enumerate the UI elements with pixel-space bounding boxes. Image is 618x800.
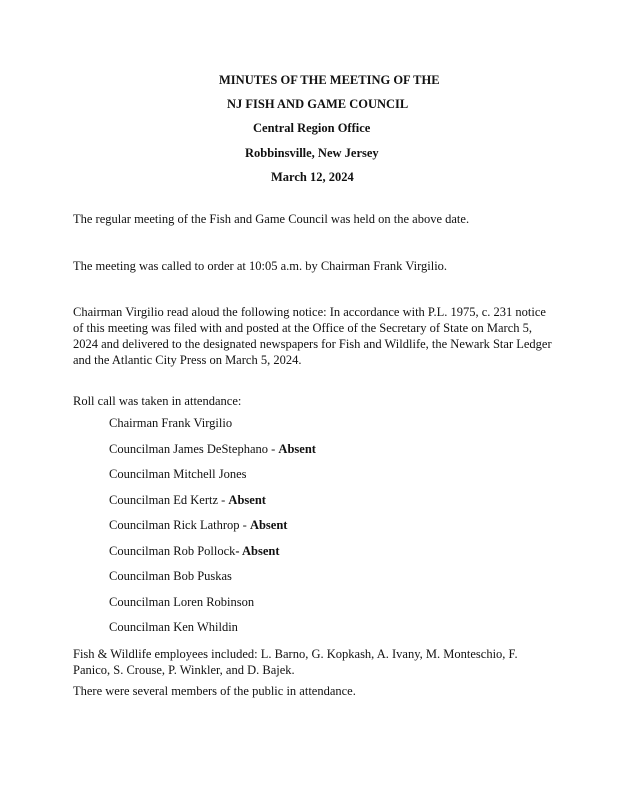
title-date: March 12, 2024 bbox=[271, 170, 354, 184]
roll-call-item bbox=[109, 464, 316, 490]
title-location: Robbinsville, New Jersey bbox=[245, 146, 379, 160]
member-name: Councilman Loren Robinson bbox=[109, 594, 255, 609]
roll-call-item bbox=[109, 413, 316, 439]
member-name: Councilman Ken Whildin bbox=[109, 620, 238, 634]
member-name: Councilman Ed Kertz bbox=[109, 492, 218, 507]
member-name: Councilman Rob Pollock bbox=[109, 543, 236, 558]
title-council: NJ FISH AND GAME COUNCIL bbox=[227, 97, 409, 111]
roll-call-item bbox=[109, 566, 316, 592]
absent-status: Absent bbox=[278, 441, 316, 456]
title-minutes: MINUTES OF THE MEETING OF THE bbox=[219, 73, 440, 87]
roll-call-item: Councilman Rick Lathrop - Absent bbox=[109, 518, 288, 532]
paragraph-meeting-held: The regular meeting of the Fish and Game Council was held on the above date. bbox=[73, 212, 470, 226]
paragraph-call-to-order: The meeting was called to order at 10:05 a.m. by Chairman Frank Virgilio. bbox=[73, 259, 448, 273]
member-name: Councilman Rick Lathrop bbox=[109, 518, 240, 532]
member-name: Councilman James DeStephano bbox=[109, 441, 268, 456]
member-name: Chairman Frank Virgilio bbox=[109, 416, 233, 430]
absent-status: - Absent bbox=[235, 543, 280, 558]
absent-status: Absent bbox=[228, 492, 266, 507]
title-office: Central Region Office bbox=[253, 121, 371, 135]
member-name: Councilman Bob Puskas bbox=[109, 569, 232, 583]
roll-call-item: Councilman Ed Kertz - Absent bbox=[109, 492, 266, 507]
roll-call-item bbox=[109, 592, 316, 618]
roll-call-item bbox=[109, 541, 316, 567]
roll-call-item bbox=[109, 617, 316, 643]
absent-status: Absent bbox=[249, 518, 288, 532]
paragraph-public: There were several members of the public in attendance. bbox=[73, 684, 356, 698]
paragraph-notice: Chairman Virgilio read aloud the following notice: In accordance with P.L. 1975, c. 231 notice of this meeting was filed with and posted at the Office of the Secretary of State on March 5, 2024 and delivered to the designated newspapers for Fish and Wildlife, the Newark Star Ledger and the Atlantic City Press on March 5, 2024. bbox=[73, 305, 552, 367]
paragraph-employees: Fish & Wildlife employees included: L. Barno, G. Kopkash, A. Ivany, M. Monteschio, F. Panico, S. Crouse, P. Winkler, and D. Bajek. bbox=[73, 647, 518, 677]
member-name: Councilman Mitchell Jones bbox=[109, 467, 247, 481]
roll-call-item: Councilman James DeStephano - Absent bbox=[109, 441, 316, 456]
paragraph-roll-call: Roll call was taken in attendance: bbox=[73, 394, 242, 408]
roll-call-list bbox=[109, 413, 316, 643]
